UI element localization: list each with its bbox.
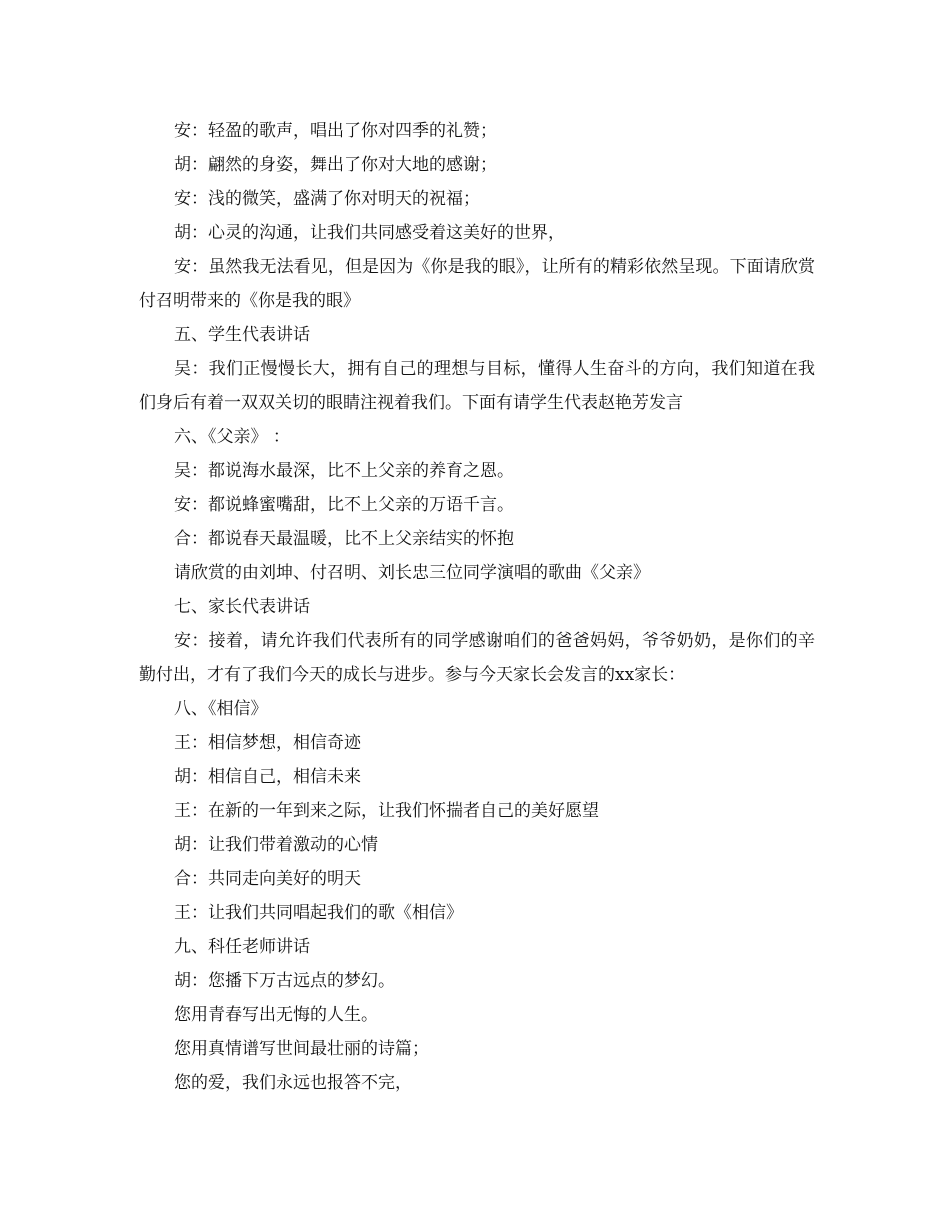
paragraph: 您用青春写出无悔的人生。 [174,1005,378,1025]
paragraph: 安：虽然我无法看见，但是因为《你是我的眼》，让所有的精彩依然呈现。下面请欣赏付召明带来的《你是我的眼》 [139,257,815,311]
paragraph: 请欣赏的由刘坤、付召明、刘长忠三位同学演唱的歌曲《父亲》 [174,563,650,583]
paragraph: 胡：您播下万古远点的梦幻。 [174,971,395,991]
paragraph: 安：浅的微笑，盛满了你对明天的祝福； [174,189,480,209]
paragraph: 胡：相信自己，相信未来 [174,767,361,787]
paragraph: 您用真情谱写世间最壮丽的诗篇； [174,1039,429,1059]
paragraph: 吴：都说海水最深，比不上父亲的养育之恩。 [174,461,514,481]
paragraph: 胡：翩然的身姿，舞出了你对大地的感谢； [174,155,497,175]
paragraph: 您的爱，我们永远也报答不完， [174,1073,412,1093]
paragraph: 王：相信梦想，相信奇迹 [174,733,361,753]
section-heading: 八、《相信》 [174,699,268,719]
paragraph: 胡：让我们带着激动的心情 [174,835,378,855]
paragraph: 安：轻盈的歌声，唱出了你对四季的礼赞； [174,121,497,141]
paragraph: 合：都说春天最温暖，比不上父亲结实的怀抱 [174,529,514,549]
paragraph: 安：接着，请允许我们代表所有的同学感谢咱们的爸爸妈妈，爷爷奶奶，是你们的辛勤付出，才有了我们今天的成长与进步。参与今天家长会发言的xx家长： [139,631,815,685]
section-heading: 九、科任老师讲话 [174,937,310,957]
paragraph: 王：让我们共同唱起我们的歌《相信》 [174,903,463,923]
section-heading: 六、《父亲》 ： [174,427,290,447]
section-heading: 七、家长代表讲话 [174,597,310,617]
document-body [139,114,815,1100]
paragraph: 安：都说蜂蜜嘴甜，比不上父亲的万语千言。 [174,495,514,515]
section-heading: 五、学生代表讲话 [174,325,310,345]
paragraph: 王：在新的一年到来之际，让我们怀揣者自己的美好愿望 [174,801,599,821]
paragraph: 吴：我们正慢慢长大，拥有自己的理想与目标，懂得人生奋斗的方向，我们知道在我们身后有着一双双关切的眼睛注视着我们。下面有请学生代表赵艳芳发言 [139,359,815,413]
paragraph: 胡：心灵的沟通，让我们共同感受着这美好的世界， [174,223,565,243]
paragraph: 合：共同走向美好的明天 [174,869,361,889]
